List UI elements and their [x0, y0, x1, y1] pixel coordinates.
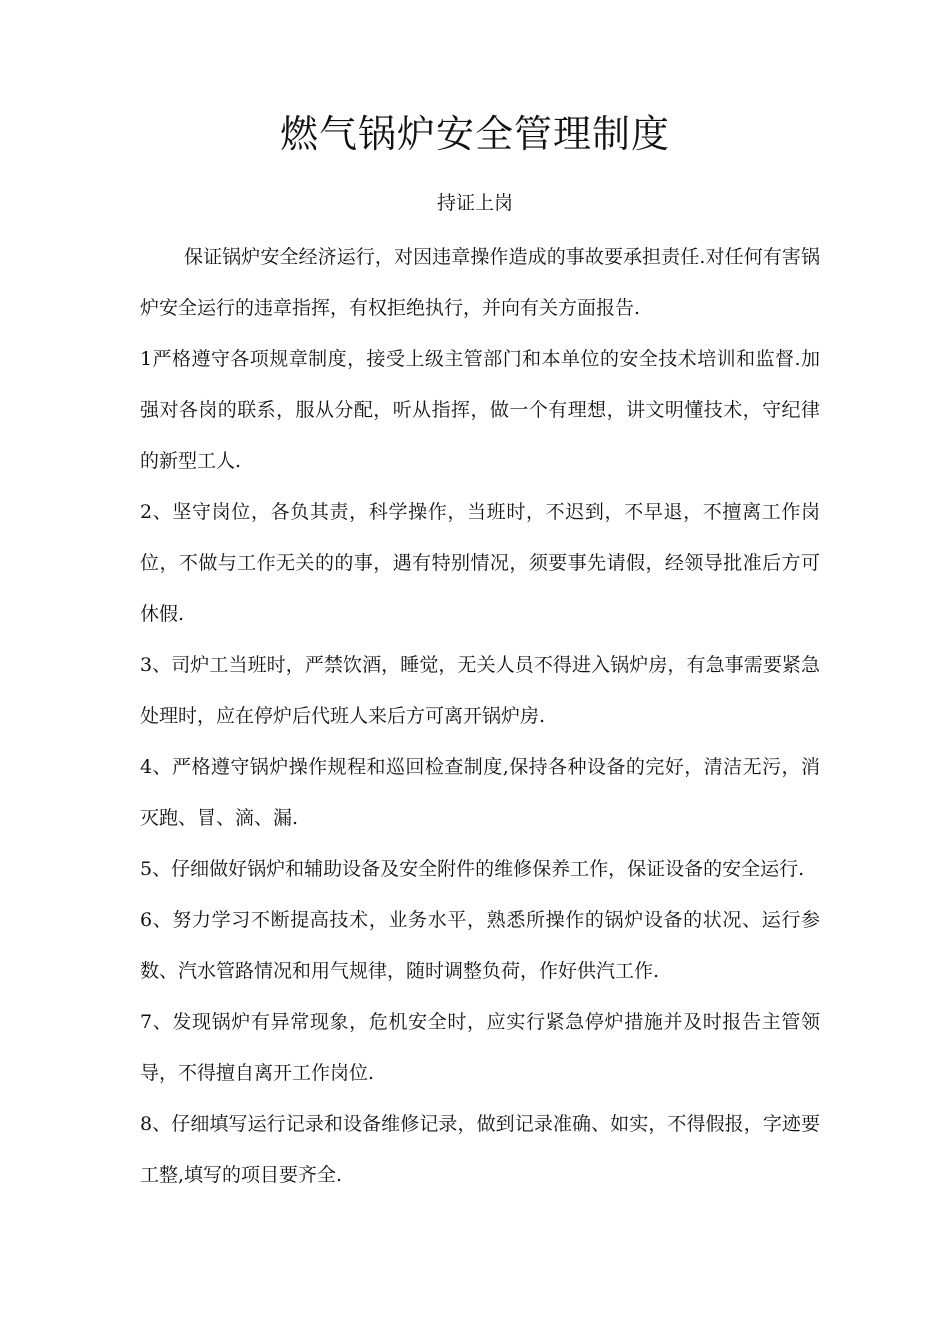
rule-item-6: 6、努力学习不断提高技术，业务水平，熟悉所操作的锅炉设备的状况、运行参数、汽水管路情况和用气规律，随时调整负荷，作好供汽工作. — [140, 909, 820, 982]
rule-item-3: 3、司炉工当班时，严禁饮酒，睡觉，无关人员不得进入锅炉房，有急事需要紧急处理时，应在停炉后代班人来后方可离开锅炉房. — [140, 654, 820, 727]
intro-paragraph: 保证锅炉安全经济运行，对因违章操作造成的事故要承担责任.对任何有害锅炉安全运行的违章指挥，有权拒绝执行，并向有关方面报告. — [140, 246, 820, 319]
rule-item-8: 8、仔细填写运行记录和设备维修记录，做到记录准确、如实，不得假报，字迹要工整,填写的项目要齐全. — [140, 1113, 820, 1186]
rule-item-1: 1严格遵守各项规章制度，接受上级主管部门和本单位的安全技术培训和监督.加强对各岗的联系，服从分配，听从指挥，做一个有理想，讲文明懂技术，守纪律的新型工人. — [140, 348, 820, 472]
document-subtitle: 持证上岗 — [436, 192, 513, 214]
rule-item-4: 4、严格遵守锅炉操作规程和巡回检查制度,保持各种设备的完好，清洁无污，消灭跑、冒、滴、漏. — [140, 756, 820, 829]
document-title: 燃气锅炉安全管理制度 — [279, 112, 670, 156]
rule-item-2: 2、坚守岗位，各负其责，科学操作，当班时，不迟到，不早退，不擅离工作岗位，不做与工作无关的的事，遇有特别情况，须要事先请假，经领导批准后方可休假. — [140, 501, 820, 625]
document-body — [140, 232, 820, 1201]
rule-item-7: 7、发现锅炉有异常现象，危机安全时，应实行紧急停炉措施并及时报告主管领导，不得擅自离开工作岗位. — [140, 1011, 820, 1084]
rule-item-5: 5、仔细做好锅炉和辅助设备及安全附件的维修保养工作，保证设备的安全运行. — [140, 858, 805, 880]
